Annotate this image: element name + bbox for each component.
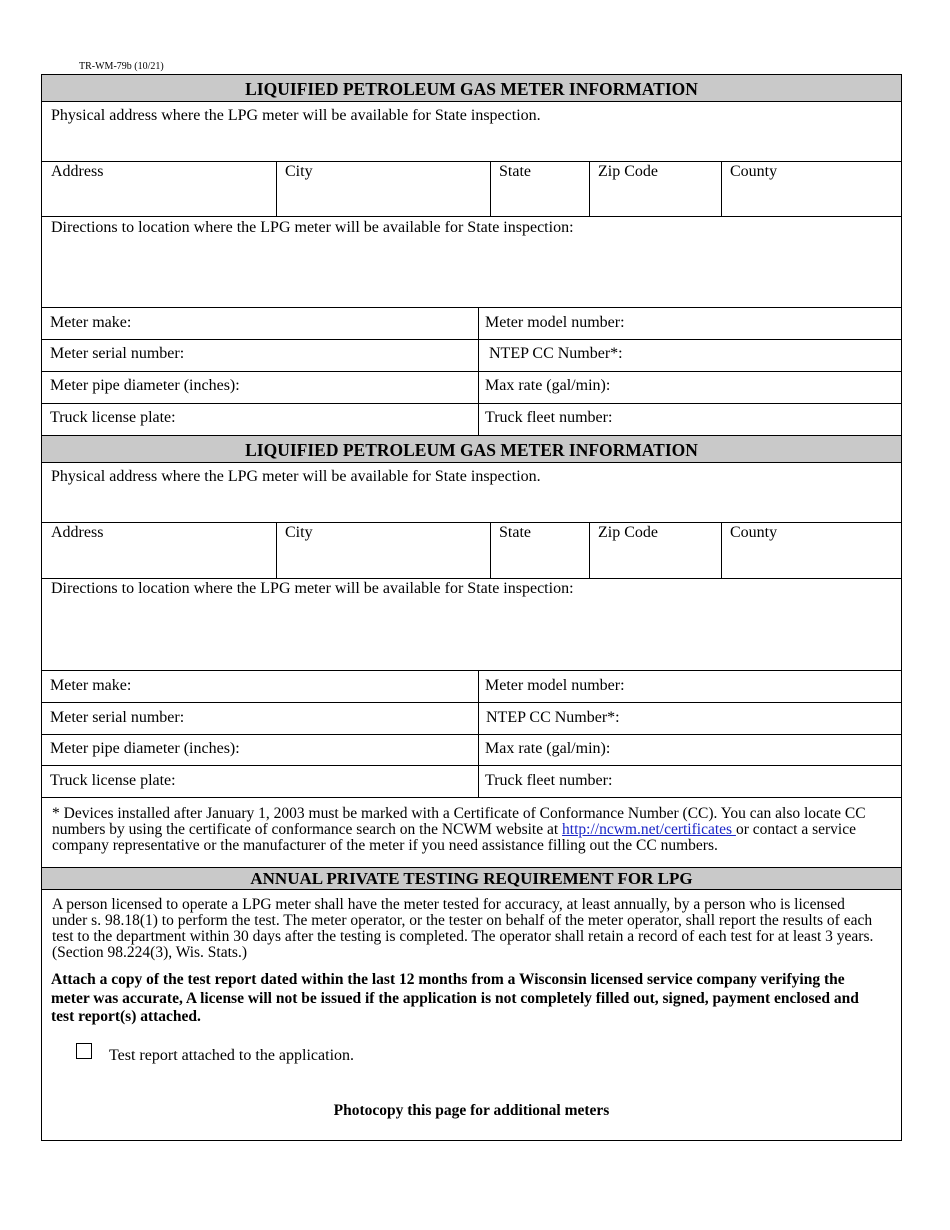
section-2-max-rate-field[interactable]: Max rate (gal/min): [485,740,611,757]
form-frame [41,74,902,1141]
section-2-address-field[interactable]: Address [51,524,104,541]
section-1-max-rate-field[interactable]: Max rate (gal/min): [485,377,611,394]
section-2-header: LIQUIFIED PETROLEUM GAS METER INFORMATION [42,436,901,463]
section-1-address-field[interactable]: Address [51,163,104,180]
section-2-zip-field[interactable]: Zip Code [598,524,658,541]
test-report-checkbox-label: Test report attached to the application. [109,1047,355,1064]
section-1-county-field[interactable]: County [730,163,778,180]
cc-footnote [52,806,883,854]
testing-paragraph: A person licensed to operate a LPG meter shall have the meter tested for accuracy, at least annually, by a person who is licensed under s. 98.18(1) to perform the test. The meter operator, or the tester on behalf of the meter operator, shall report the results of each test to the department within 30 days after the testing is completed. The operator shall retain a record of each test for at least 3 years. (Section 98.224(3), Wis. Stats.) [52,896,874,961]
section-2-county-field[interactable]: County [730,524,778,541]
section-1-ntep-field[interactable]: NTEP CC Number*: [489,345,623,362]
cc-footnote-text-end: or contact a service company representative or the manufacturer of the meter if you need assistance filling out the CC numbers. [52,821,856,854]
ncwm-certificates-link[interactable]: http://ncwm.net/certificates [562,821,736,838]
section-2-fleet-number-field[interactable]: Truck fleet number: [485,772,613,789]
section-1-license-plate-field[interactable]: Truck license plate: [50,409,176,426]
attach-report-notice: Attach a copy of the test report dated within the last 12 months from a Wisconsin licensed service company verifying the meter was accurate, A license will not be issued if the application is not completely filled out, signed, payment enclosed and test report(s) attached. [51,971,859,1025]
section-1-directions-field[interactable]: Directions to location where the LPG meter will be available for State inspection: [51,219,574,236]
section-2-license-plate-field[interactable]: Truck license plate: [50,772,176,789]
section-1-zip-field[interactable]: Zip Code [598,163,658,180]
section-1-state-field[interactable]: State [499,163,531,180]
testing-header: ANNUAL PRIVATE TESTING REQUIREMENT FOR LPG [42,868,901,890]
section-2-state-field[interactable]: State [499,524,531,541]
section-1-fleet-number-field[interactable]: Truck fleet number: [485,409,613,426]
section-1-physical-address-label: Physical address where the LPG meter will be available for State inspection. [51,107,541,124]
section-1-meter-make-field[interactable]: Meter make: [50,314,132,331]
section-2-meter-serial-field[interactable]: Meter serial number: [50,709,185,726]
section-2-ntep-field[interactable]: NTEP CC Number*: [486,709,620,726]
section-1-pipe-diameter-field[interactable]: Meter pipe diameter (inches): [50,377,240,394]
section-1-city-field[interactable]: City [285,163,313,180]
section-1-header: LIQUIFIED PETROLEUM GAS METER INFORMATION [42,75,901,102]
section-1-meter-serial-field[interactable]: Meter serial number: [50,345,185,362]
photocopy-note: Photocopy this page for additional meters [333,1102,610,1119]
cc-footnote-text: * Devices installed after January 1, 2003 must be marked with a Certificate of Conformance Number (CC). You can also locate CC numbers by using the certificate of conformance search on the NCWM website at [52,805,866,838]
form-id: TR-WM-79b (10/21) [79,61,164,72]
section-2-physical-address-label: Physical address where the LPG meter will be available for State inspection. [51,468,541,485]
section-2-directions-field[interactable]: Directions to location where the LPG meter will be available for State inspection: [51,580,574,597]
section-2-city-field[interactable]: City [285,524,313,541]
section-2-meter-model-field[interactable]: Meter model number: [485,677,625,694]
section-2-meter-make-field[interactable]: Meter make: [50,677,132,694]
test-report-checkbox[interactable] [76,1043,92,1059]
section-2-pipe-diameter-field[interactable]: Meter pipe diameter (inches): [50,740,240,757]
section-1-meter-model-field[interactable]: Meter model number: [485,314,625,331]
